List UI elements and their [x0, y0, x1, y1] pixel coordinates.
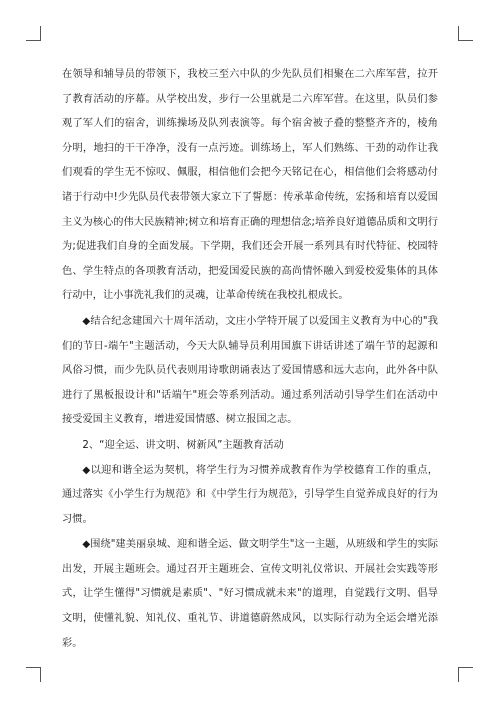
paragraph-dragon-boat-activity: ◆结合纪念建国六十周年活动，文庄小学特开展了以爱国主义教育为中心的"我们的节日-端午"主题活动，今天大队辅导员利用国旗下讲话讲述了端午节的起源和风俗习惯，而少先队员代表则用诗歌朗诵表达了爱国情感和远大志向，此外各中队进行了黑板报设计和"话端午"班会等系列活动。通过系列活动引导学生们在活动中接受爱国主义教育，增进爱国情感、树立报国之志。	[62, 315, 438, 426]
section-heading-civility: 2、“迎全运、讲文明、树新风”主题教育活动	[82, 439, 284, 451]
paragraph-military-visit: 在领导和辅导员的带领下，我校三至六中队的少先队员们相聚在二六库军营，拉开了教育活动的序幕。从学校出发，步行一公里就是二六库军营。在这里，队员们参观了军人们的宿舍，训练操场及队列表演等。每个宿舍被子叠的整整齐齐的，棱角分明，地扫的干干净净，没有一点污迹。训练场上，军人们熟练、干劲的动作让我们观看的学生无不惊叹、佩服，相信他们会把今天铭记在心，相信他们会将感动付诸于行动中!少先队员代表带领大家立下了誓愿：传承革命传统，宏扬和培育以爱国主义为核心的伟大民族精神;树立和培育正确的理想信念;培养良好道德品质和文明行为;促进我们自身的全面发展。下学期，我们还会开展一系列具有时代特征、校园特色、学生特点的各项教育活动，把爱国爱民族的高尚情怀融入到爱校爱集体的具体行动中，让小事洗礼我们的灵魂，让革命传统在我校扎根成长。	[62, 69, 438, 302]
document-body	[62, 63, 438, 656]
crop-mark-top-left	[26, 26, 41, 41]
crop-mark-bottom-left	[26, 667, 41, 682]
paragraph-behavior-norms: ◆以迎和谐全运为契机，将学生行为习惯养成教育作为学校德育工作的重点，通过落实《小学生行为规范》和《中学生行为规范》，引导学生自觉养成良好的行为习惯。	[62, 464, 438, 525]
paragraph-theme-class-meeting: ◆围绕"建美丽泉城、迎和谐全运、做文明学生"这一主题，从班级和学生的实际出发，开展主题班会。通过召开主题班会、宣传文明礼仪常识、开展社会实践等形式，让学生懂得"习惯就是素质"、"好习惯成就未来"的道理，自觉践行文明、倡导文明，使懂礼貌、知礼仪、重礼节、讲道德蔚然成风，以实际行动为全运会增光添彩。	[62, 539, 438, 649]
crop-mark-bottom-right	[458, 667, 473, 682]
crop-mark-top-right	[458, 26, 473, 41]
